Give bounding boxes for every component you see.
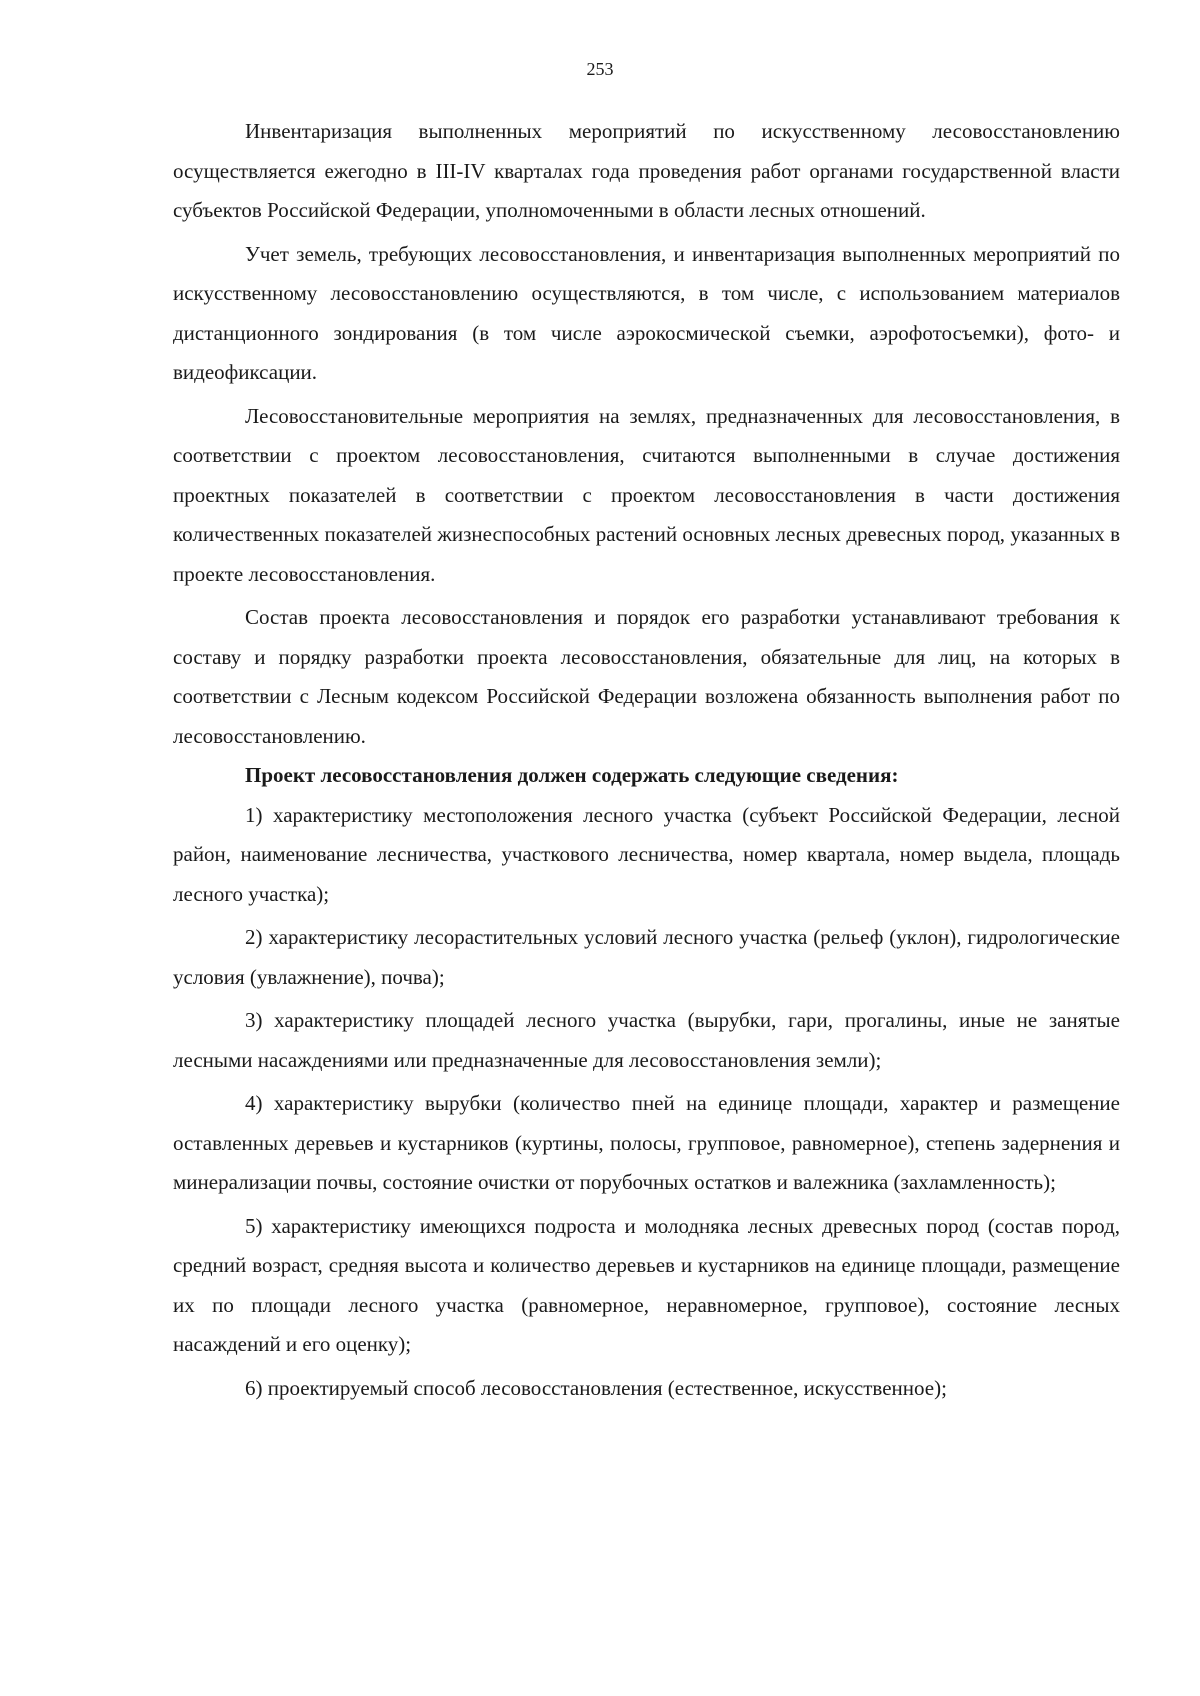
paragraph-completion-criteria: Лесовосстановительные мероприятия на землях, предназначенных для лесовосстановления, в соответствии с проектом лесовосстановления, считаются выполненными в случае достижения проектных показателей в соответствии с проектом лесовосстановления в части достижения количественных показателей жизнеспособных растений основных лесных древесных пород, указанных в проекте лесовосстановления.: [173, 403, 1120, 586]
list-item-3: 3) характеристику площадей лесного участка (вырубки, гари, прогалины, иные не занятые лесными насаждениями или предназначенные для лесовосстановления земли);: [173, 1008, 1120, 1072]
paragraph-inventory: Инвентаризация выполненных мероприятий по искусственному лесовосстановлению осуществляется ежегодно в III-IV кварталах года проведения работ органами государственной власти субъектов Российской Федерации, уполномоченными в области лесных отношений.: [173, 119, 1120, 222]
list-item-6: 6) проектируемый способ лесовосстановления (естественное, искусственное);: [245, 1375, 947, 1400]
paragraph-project-composition: Состав проекта лесовосстановления и порядок его разработки устанавливают требования к составу и порядку разработки проекта лесовосстановления, обязательные для лиц, на которых в соответствии с Лесным кодексом Российской Федерации возложена обязанность выполнения работ по лесовосстановлению.: [173, 605, 1120, 748]
section-heading: Проект лесовосстановления должен содержать следующие сведения:: [245, 763, 899, 787]
list-item-5: 5) характеристику имеющихся подроста и молодняка лесных древесных пород (состав пород, средний возраст, средняя высота и количество деревьев и кустарников на единице площади, размещение их по площади лесного участка (равномерное, неравномерное, групповое), состояние лесных насаждений и его оценку);: [173, 1213, 1120, 1356]
paragraph-land-accounting: Учет земель, требующих лесовосстановления, и инвентаризация выполненных мероприятий по искусственному лесовосстановлению осуществляются, в том числе, с использованием материалов дистанционного зондирования (в том числе аэрокосмической съемки, аэрофотосъемки), фото- и видеофиксации.: [173, 241, 1120, 384]
page-number: 253: [586, 59, 614, 79]
document-body: [173, 112, 1120, 1408]
list-item-1: 1) характеристику местоположения лесного участка (субъект Российской Федерации, лесной район, наименование лесничества, участкового лесничества, номер квартала, номер выдела, площадь лесного участка);: [173, 802, 1120, 906]
list-item-2: 2) характеристику лесорастительных условий лесного участка (рельеф (уклон), гидрологические условия (увлажнение), почва);: [173, 925, 1120, 989]
list-item-4: 4) характеристику вырубки (количество пней на единице площади, характер и размещение оставленных деревьев и кустарников (куртины, полосы, групповое, равномерное), степень задернения и минерализации почвы, состояние очистки от порубочных остатков и валежника (захламленность);: [173, 1091, 1120, 1194]
